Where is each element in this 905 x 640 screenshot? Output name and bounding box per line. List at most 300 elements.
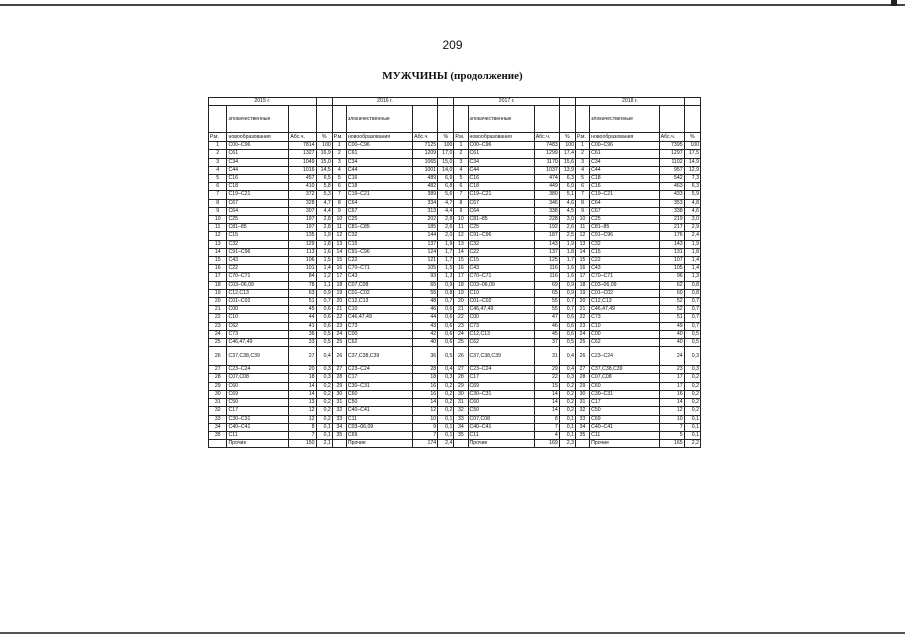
abs-count-cell: 63 [289,289,316,297]
abs-count-cell: 18 [413,374,438,382]
abs-header: Абс.ч. [413,133,438,142]
rank-cell: 9 [454,207,468,215]
percent-cell: 15,0 [316,158,332,166]
abs-count-cell: 31 [534,347,559,366]
table-row [209,248,701,256]
abs-count-cell: 20 [289,366,316,374]
abs-count-cell: 8 [289,423,316,431]
percent-cell: 100 [559,142,575,150]
percent-cell: 1,3 [684,273,700,281]
category-header-row [209,106,701,133]
neoplasm-cell: C30–C31 [468,390,534,398]
table-row [209,289,701,297]
percent-cell: 0,5 [316,330,332,338]
percent-cell: 6,9 [438,175,454,183]
abs-count-cell: 1037 [534,166,559,174]
abs-count-cell: 40 [659,330,684,338]
rank-cell: 13 [332,240,346,248]
neoplasm-cell: C34 [227,158,289,166]
neoplasm-cell: C44 [468,166,534,174]
percent-cell: 0,8 [438,289,454,297]
percent-cell: 17,4 [559,150,575,158]
empty-cell [659,106,684,133]
neoplasm-cell: C16 [346,175,412,183]
rank-cell: 21 [332,306,346,314]
abs-count-cell: 7125 [413,142,438,150]
percent-cell: 1,9 [684,240,700,248]
neoplasm-cell: C70–C71 [468,273,534,281]
neoplasm-header: новообразования [227,133,289,142]
abs-count-cell: 55 [534,298,559,306]
rank-cell: 4 [576,166,590,174]
neoplasm-cell: C22 [468,248,534,256]
percent-cell: 2,6 [438,224,454,232]
abs-count-cell: 14 [289,390,316,398]
rank-cell: 13 [209,240,227,248]
percent-cell: 0,5 [684,339,700,347]
bottom-rule [0,632,905,634]
percent-cell: 0,2 [684,374,700,382]
neoplasm-cell: C69 [346,431,412,439]
neoplasm-cell: C60 [590,382,659,390]
neoplasm-header: новообразования [468,133,534,142]
abs-count-cell: 217 [659,224,684,232]
abs-count-cell: 49 [659,322,684,330]
neoplasm-cell: C22 [346,257,412,265]
spacer-cell [684,98,700,106]
abs-count-cell: 1001 [413,166,438,174]
page-number: 209 [442,38,463,52]
percent-cell: 0,4 [316,347,332,366]
rank-cell: 35 [454,431,468,439]
percent-cell: 0,1 [559,423,575,431]
neoplasm-cell: C25 [468,224,534,232]
abs-count-cell: 353 [659,199,684,207]
rank-cell: 32 [332,407,346,415]
neoplasm-cell: C22 [227,265,289,273]
neoplasm-cell: C01–C02 [227,298,289,306]
table-row [209,374,701,382]
rank-cell: 35 [332,431,346,439]
neoplasm-cell: C30–C31 [227,415,289,423]
percent-cell: 1,9 [438,240,454,248]
percent-cell: 0,7 [559,306,575,314]
neoplasm-cell: C81–85 [468,216,534,224]
rank-cell: 22 [332,314,346,322]
rank-cell: 19 [332,289,346,297]
rank-cell: 1 [454,142,468,150]
percent-cell: 0,9 [316,289,332,297]
table-row [209,322,701,330]
neoplasm-cell: C11 [468,431,534,439]
abs-count-cell: 144 [413,232,438,240]
rank-header: Р.м. [209,133,227,142]
percent-cell: 1,6 [559,265,575,273]
rank-cell: 25 [454,339,468,347]
abs-count-cell: 51 [659,314,684,322]
rank-cell: 18 [332,281,346,289]
table-row [209,431,701,439]
neoplasm-cell: C10 [346,306,412,314]
percent-cell: 2,2 [684,440,700,448]
percent-cell: 1,4 [684,257,700,265]
abs-count-cell: 457 [289,175,316,183]
abs-count-cell: 12 [289,407,316,415]
rank-cell: 20 [454,298,468,306]
abs-count-cell: 14 [413,399,438,407]
rank-cell: 2 [576,150,590,158]
rank-cell: 4 [332,166,346,174]
percent-cell: 0,6 [438,322,454,330]
percent-cell: 2,0 [438,232,454,240]
rank-cell: 31 [332,399,346,407]
abs-count-cell: 44 [289,314,316,322]
abs-count-cell: 36 [413,347,438,366]
abs-count-cell: 96 [659,273,684,281]
table-row [209,166,701,174]
rank-cell: 1 [576,142,590,150]
neoplasm-cell: C18 [227,183,289,191]
abs-count-cell: 7 [534,423,559,431]
rank-cell: 12 [332,232,346,240]
abs-count-cell: 12 [289,415,316,423]
rank-cell: 14 [209,248,227,256]
rank-cell: 29 [454,382,468,390]
abs-count-cell: 93 [413,273,438,281]
rank-cell: 34 [576,423,590,431]
rank-cell: 20 [576,298,590,306]
percent-cell: 6,0 [559,183,575,191]
other-label: Прочие [346,440,412,448]
percent-cell: 0,1 [684,431,700,439]
table-row [209,399,701,407]
rank-cell: 7 [209,191,227,199]
abs-count-cell: 463 [659,183,684,191]
abs-count-cell: 41 [289,322,316,330]
rank-cell: 19 [576,289,590,297]
neoplasm-cell: C11 [227,431,289,439]
table-row [209,347,701,366]
neoplasm-cell: C43 [590,265,659,273]
rank-cell: 18 [576,281,590,289]
neoplasm-cell: C32 [227,240,289,248]
percent-cell: 1,8 [316,240,332,248]
abs-count-cell: 10 [659,415,684,423]
abs-count-cell: 33 [289,339,316,347]
percent-cell: 0,1 [559,431,575,439]
percent-cell: 0,3 [438,374,454,382]
percent-cell: 2,8 [316,216,332,224]
neoplasm-cell: C23–C24 [590,347,659,366]
rank-cell: 30 [332,390,346,398]
abs-count-cell: 55 [534,306,559,314]
top-rule [0,4,905,6]
neoplasm-cell: C00–C96 [227,142,289,150]
neoplasm-cell: C73 [346,322,412,330]
abs-count-cell: 542 [659,175,684,183]
neoplasm-cell: C46,47,49 [346,314,412,322]
rank-cell: 24 [576,330,590,338]
rank-cell: 15 [454,257,468,265]
abs-count-cell: 65 [534,289,559,297]
abs-count-cell: 389 [413,191,438,199]
percent-cell: 14,5 [316,166,332,174]
rank-cell: 12 [576,232,590,240]
neoplasm-cell: C34 [590,158,659,166]
year-header-row [209,98,701,106]
percent-cell: 1,5 [438,265,454,273]
abs-count-cell: 45 [534,330,559,338]
neoplasm-cell: C15 [227,232,289,240]
rank-cell: 6 [576,183,590,191]
percent-cell: 2,8 [438,216,454,224]
percent-cell: 5,1 [559,191,575,199]
abs-count-cell: 338 [534,207,559,215]
rank-cell: 26 [332,347,346,366]
year-header: 2017 г. [454,98,559,106]
rank-cell: 34 [454,423,468,431]
empty-cell [454,440,468,448]
category-header: злокачественные [590,106,659,133]
percent-cell: 0,3 [316,366,332,374]
neoplasm-cell: C00 [346,330,412,338]
table-row [209,339,701,347]
neoplasm-cell: C37,C38,C39 [468,347,534,366]
neoplasm-cell: C18 [346,183,412,191]
empty-cell [316,106,332,133]
pct-header: % [316,133,332,142]
table-row [209,191,701,199]
neoplasm-cell: C61 [468,150,534,158]
percent-cell: 1,9 [559,240,575,248]
page-title: МУЖЧИНЫ (продолжение) [382,70,523,82]
neoplasm-cell: C70–C71 [227,273,289,281]
percent-cell: 1,7 [438,248,454,256]
rank-cell: 30 [454,390,468,398]
percent-cell: 3,0 [684,216,700,224]
neoplasm-cell: C81–85 [227,224,289,232]
neoplasm-cell: C23–C24 [468,366,534,374]
percent-cell: 15,0 [438,158,454,166]
abs-count-cell: 137 [413,240,438,248]
table-row [209,366,701,374]
abs-count-cell: 16 [659,390,684,398]
percent-cell: 100 [438,142,454,150]
abs-count-cell: 13 [289,399,316,407]
neoplasm-cell: C62 [346,339,412,347]
abs-header: Абс.ч. [659,133,684,142]
neoplasm-cell: C67 [227,199,289,207]
neoplasm-cell: C70–C71 [590,273,659,281]
rank-cell: 1 [209,142,227,150]
abs-count-cell: 52 [659,306,684,314]
percent-cell: 0,6 [438,306,454,314]
percent-cell: 5,8 [316,183,332,191]
percent-cell: 0,5 [438,347,454,366]
neoplasm-cell: C91–C96 [590,232,659,240]
abs-count-cell: 101 [289,265,316,273]
neoplasm-cell: C11 [590,431,659,439]
neoplasm-cell: C23–C24 [346,366,412,374]
rank-cell: 26 [576,347,590,366]
neoplasm-cell: C46,47,49 [590,306,659,314]
percent-cell: 0,3 [316,374,332,382]
other-label: Прочие [468,440,534,448]
empty-cell [332,106,346,133]
neoplasm-cell: C18 [468,183,534,191]
pct-header: % [684,133,700,142]
rank-cell: 31 [454,399,468,407]
neoplasm-cell: C73 [590,314,659,322]
rank-cell: 4 [454,166,468,174]
abs-count-cell: 14 [534,407,559,415]
percent-cell: 0,7 [438,298,454,306]
percent-cell: 0,1 [316,431,332,439]
rank-cell: 21 [576,306,590,314]
percent-cell: 1,1 [316,281,332,289]
neoplasm-cell: C69 [468,382,534,390]
percent-cell: 1,4 [684,265,700,273]
table-row [209,314,701,322]
table-row [209,281,701,289]
abs-count-cell: 107 [659,257,684,265]
table-row [209,142,701,150]
rank-cell: 6 [332,183,346,191]
abs-count-cell: 46 [534,322,559,330]
neoplasm-cell: C50 [227,399,289,407]
empty-cell [332,440,346,448]
abs-count-cell: 16 [413,390,438,398]
table-row [209,240,701,248]
rank-cell: 3 [576,158,590,166]
percent-cell: 0,2 [559,399,575,407]
abs-count-cell: 9 [413,423,438,431]
abs-header: Абс.ч. [534,133,559,142]
percent-cell: 1,9 [316,232,332,240]
rank-cell: 26 [454,347,468,366]
percent-cell: 0,1 [316,423,332,431]
percent-cell: 13,9 [559,166,575,174]
neoplasm-cell: C69 [590,415,659,423]
table-row [209,199,701,207]
abs-count-cell: 334 [413,199,438,207]
percent-cell: 2,8 [316,224,332,232]
neoplasm-cell: C12,C13 [468,330,534,338]
percent-cell: 0,7 [316,298,332,306]
percent-cell: 0,4 [438,366,454,374]
neoplasm-cell: C00 [227,306,289,314]
rank-cell: 5 [454,175,468,183]
neoplasm-cell: C73 [468,322,534,330]
neoplasm-cell: C70–C71 [346,265,412,273]
rank-cell: 32 [454,407,468,415]
percent-cell: 0,2 [684,390,700,398]
neoplasm-cell: C07,C08 [468,415,534,423]
abs-count-cell: 78 [289,281,316,289]
category-header: злокачественные [346,106,412,133]
neoplasm-cell: C30–C31 [590,390,659,398]
neoplasm-cell: C64 [590,199,659,207]
percent-cell: 2,3 [559,440,575,448]
neoplasm-cell: C03–06,09 [468,281,534,289]
spacer-cell [316,98,332,106]
year-header: 2016 г. [332,98,437,106]
rank-cell: 17 [576,273,590,281]
abs-count-cell: 52 [659,298,684,306]
abs-count-cell: 346 [534,199,559,207]
percent-cell: 0,2 [559,407,575,415]
table-row [209,150,701,158]
rank-cell: 19 [454,289,468,297]
percent-cell: 15,6 [559,158,575,166]
neoplasm-cell: C03–06,09 [346,423,412,431]
neoplasm-cell: C19–C21 [227,191,289,199]
rank-cell: 24 [454,330,468,338]
empty-cell [576,440,590,448]
percent-cell: 0,3 [684,366,700,374]
empty-cell [454,106,468,133]
neoplasm-header: новообразования [590,133,659,142]
percent-cell: 0,1 [684,415,700,423]
abs-count-cell: 433 [659,191,684,199]
percent-cell: 4,6 [559,199,575,207]
abs-count-cell: 449 [534,183,559,191]
rank-cell: 33 [209,415,227,423]
table-row [209,390,701,398]
abs-count-cell: 51 [289,298,316,306]
percent-cell: 0,1 [559,415,575,423]
table-row [209,232,701,240]
neoplasm-cell: C64 [346,199,412,207]
neoplasm-cell: C15 [590,248,659,256]
abs-count-cell: 410 [289,183,316,191]
percent-cell: 14,9 [684,158,700,166]
neoplasm-cell: C23–C24 [227,366,289,374]
percent-cell: 0,9 [559,289,575,297]
rank-cell: 29 [209,382,227,390]
neoplasm-cell: C18 [590,175,659,183]
percent-cell: 1,6 [316,248,332,256]
rank-cell: 8 [454,199,468,207]
cancer-statistics-table [208,97,701,448]
abs-count-cell: 7483 [534,142,559,150]
percent-cell: 0,9 [559,281,575,289]
percent-cell: 0,2 [559,390,575,398]
spacer-cell [559,98,575,106]
neoplasm-cell: C25 [346,216,412,224]
percent-cell: 16,9 [316,150,332,158]
neoplasm-cell: C01–C02 [468,298,534,306]
percent-cell: 0,6 [559,314,575,322]
percent-cell: 0,6 [438,339,454,347]
rank-cell: 28 [332,374,346,382]
percent-cell: 0,2 [316,382,332,390]
abs-count-cell: 197 [289,224,316,232]
abs-count-cell: 169 [534,440,559,448]
abs-count-cell: 328 [289,199,316,207]
percent-cell: 0,8 [684,289,700,297]
empty-cell [534,106,559,133]
abs-count-cell: 1297 [659,150,684,158]
abs-count-cell: 14 [534,390,559,398]
neoplasm-cell: C40–C41 [227,423,289,431]
neoplasm-cell: C16 [227,175,289,183]
percent-cell: 0,6 [316,314,332,322]
rank-cell: 23 [332,322,346,330]
abs-count-cell: 113 [289,248,316,256]
neoplasm-cell: C00 [590,330,659,338]
abs-count-cell: 12 [413,407,438,415]
